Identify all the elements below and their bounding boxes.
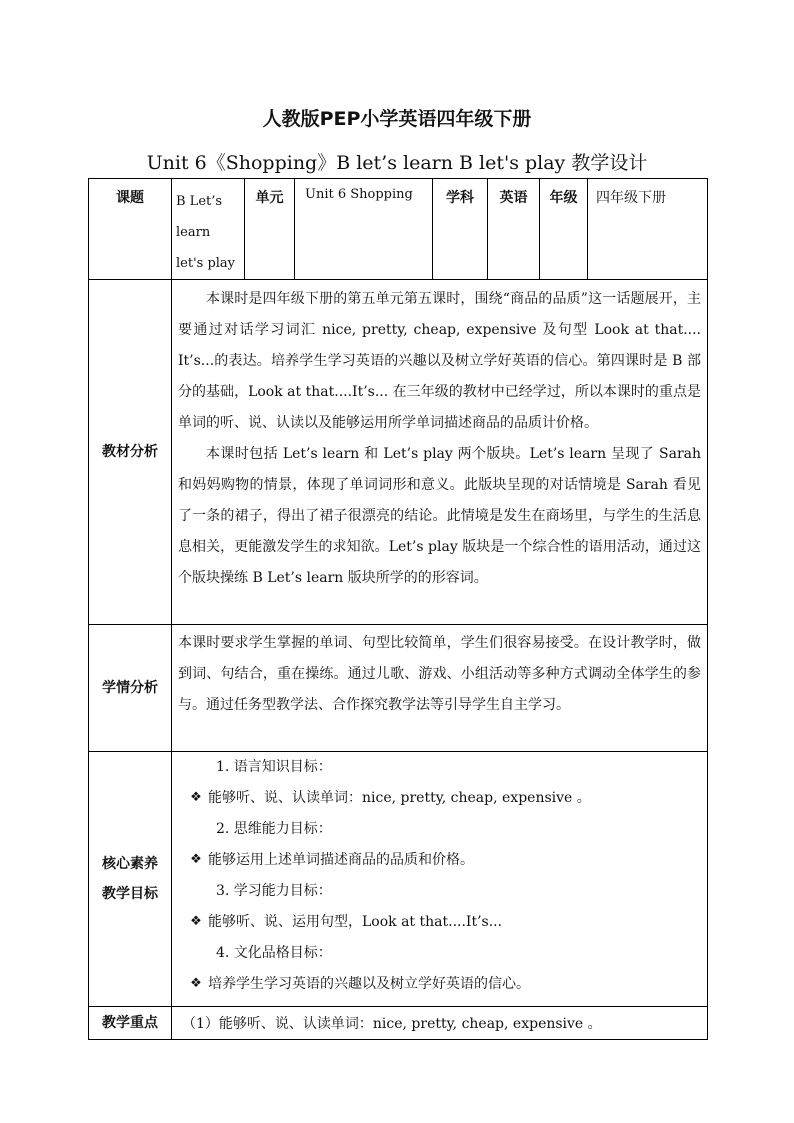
- keypoints-label: 教学重点: [89, 1007, 172, 1040]
- lesson-line-1: B Let’s: [176, 194, 223, 209]
- diamond-bullet-icon: ❖: [190, 790, 202, 805]
- diamond-bullet-icon: ❖: [190, 976, 202, 991]
- document-subtitle: Unit 6《Shopping》B let’s learn B let's play 教学设计: [146, 152, 648, 174]
- unit-label: 单元: [255, 190, 284, 206]
- goals-content: [172, 752, 708, 1007]
- topic-label: 课题: [116, 190, 144, 206]
- subject-value-cell: [488, 179, 540, 280]
- lesson-value: [172, 179, 244, 279]
- unit-label-cell: [245, 179, 295, 280]
- goals-label-line-1: 核心素养: [102, 856, 158, 872]
- grade-label: 年级: [549, 190, 578, 206]
- learner-text: 本课时要求学生掌握的单词、句型比较简单，学生们很容易接受。在设计教学时，做到词、句结合，重在操练。通过儿歌、游戏、小组活动等多种方式调动全体学生的参与。通过任务型教学法、合作探究教学法等引导学生自主学习。: [178, 635, 701, 713]
- goal-1-text: 能够听、说、认读单词：nice, pretty, cheap, expensive 。: [208, 790, 591, 806]
- grade-label-cell: [540, 179, 588, 280]
- learner-row: [89, 625, 708, 752]
- goals-row: [89, 752, 708, 1007]
- grade-value: 四年级下册: [596, 190, 666, 206]
- unit-value: Unit 6 Shopping: [305, 187, 413, 202]
- goal-2-heading: 2. 思维能力目标：: [216, 821, 332, 837]
- subject-value: 英语: [499, 190, 528, 206]
- keypoints-row: [89, 1007, 708, 1040]
- goals-label: [89, 752, 172, 1007]
- lesson-plan-table: [88, 178, 708, 1040]
- goal-4-text: 培养学生学习英语的兴趣以及树立学好英语的信心。: [208, 976, 530, 992]
- goal-2-item: [178, 844, 701, 876]
- keypoints-text: （1）能够听、说、认读单词：nice, pretty, cheap, expensive 。: [182, 1016, 602, 1032]
- lesson-line-3: let's play: [176, 256, 236, 271]
- goal-2-text: 能够运用上述单词描述商品的品质和价格。: [208, 852, 474, 868]
- document-title: 人教版PEP小学英语四年级下册: [262, 108, 532, 130]
- goal-3-text: 能够听、说、运用句型，Look at that....It’s...: [208, 914, 503, 930]
- subject-label: 学科: [446, 190, 474, 206]
- goal-1-heading: 1. 语言知识目标：: [216, 759, 332, 775]
- material-label: 教材分析: [89, 280, 172, 625]
- diamond-bullet-icon: ❖: [190, 852, 202, 867]
- lesson-cell: [172, 179, 245, 280]
- goal-4-heading: 4. 文化品格目标：: [216, 945, 332, 961]
- topic-label-cell: [89, 179, 172, 280]
- material-row: [89, 280, 708, 625]
- keypoints-content: [172, 1007, 708, 1040]
- diamond-bullet-icon: ❖: [190, 914, 202, 929]
- goal-1-item: [178, 782, 701, 814]
- goal-3-item: [178, 906, 701, 938]
- header-row: [89, 179, 708, 280]
- material-paragraph-2: 本课时包括 Let’s learn 和 Let’s play 两个版块。Let’s learn 呈现了 Sarah 和妈妈购物的情景，体现了单词词形和意义。此版块呈现的对话情境是 Sarah 看见了一条的裙子，得出了裙子很漂亮的结论。此情境是发生在商场里，与学生的生活息息相关，更能激发学生的求知欲。Let’s play 版块是一个综合性的语用活动，通过这个版块操练 B Let’s learn 版块所学的的形容词。: [178, 446, 701, 586]
- learner-label: 学情分析: [89, 625, 172, 752]
- material-content: [172, 280, 708, 625]
- goals-label-line-2: 教学目标: [102, 886, 158, 902]
- learner-content: [172, 625, 708, 752]
- grade-value-cell: [588, 179, 708, 280]
- subject-label-cell: [433, 179, 488, 280]
- goal-3-heading: 3. 学习能力目标：: [216, 883, 332, 899]
- material-paragraph-1: 本课时是四年级下册的第五单元第五课时，围绕“商品的品质”这一话题展开，主要通过对话学习词汇 nice, pretty, cheap, expensive 及句型 Look at that.... It’s...的表达。培养学生学习英语的兴趣以及树立学好英语的信心。第四课时是 B 部分的基础，Look at that....It’s... 在三年级的教材中已经学过，所以本课时的重点是单词的听、说、认读以及能够运用所学单词描述商品的品质计价格。: [178, 291, 701, 431]
- unit-value-cell: [295, 179, 433, 280]
- lesson-line-2: learn: [176, 225, 211, 240]
- goal-4-item: [178, 968, 701, 1000]
